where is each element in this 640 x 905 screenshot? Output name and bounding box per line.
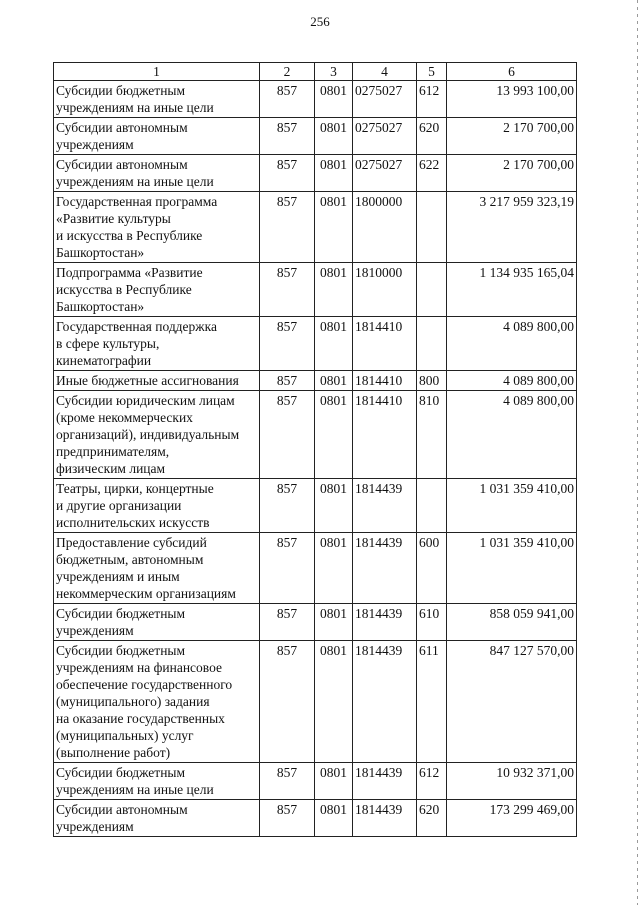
- row-code-4: 1810000: [353, 263, 417, 317]
- row-code-2: 857: [260, 641, 315, 763]
- page-edge-line: [637, 0, 638, 905]
- row-code-5: 610: [417, 604, 447, 641]
- row-amount: 173 299 469,00: [447, 800, 577, 837]
- budget-table: [53, 62, 577, 837]
- row-code-3: 0801: [315, 371, 353, 391]
- row-code-3: 0801: [315, 118, 353, 155]
- row-code-2: 857: [260, 479, 315, 533]
- row-name: Субсидии бюджетным учреждениям: [54, 604, 260, 641]
- row-name: Субсидии бюджетным учреждениям на финансовое обеспечение государственного (муниципального) задания на оказание государственных (муниципальных) услуг (выполнение работ): [54, 641, 260, 763]
- table-row: [54, 81, 577, 118]
- table-row: [54, 192, 577, 263]
- table-row: [54, 479, 577, 533]
- row-name: Государственная поддержка в сфере культуры, кинематографии: [54, 317, 260, 371]
- row-code-4: 0275027: [353, 81, 417, 118]
- row-amount: 3 217 959 323,19: [447, 192, 577, 263]
- header-col-6: 6: [447, 63, 577, 81]
- row-code-3: 0801: [315, 641, 353, 763]
- table-row: [54, 371, 577, 391]
- row-code-5: 810: [417, 391, 447, 479]
- header-col-3: 3: [315, 63, 353, 81]
- row-code-2: 857: [260, 317, 315, 371]
- row-code-4: 1814410: [353, 391, 417, 479]
- table-header-row: [54, 63, 577, 81]
- row-name: Предоставление субсидий бюджетным, автономным учреждениям и иным некоммерческим организациям: [54, 533, 260, 604]
- row-code-5: [417, 263, 447, 317]
- row-code-3: 0801: [315, 604, 353, 641]
- row-name: Субсидии автономным учреждениям: [54, 800, 260, 837]
- row-code-4: 0275027: [353, 118, 417, 155]
- row-code-2: 857: [260, 800, 315, 837]
- table-row: [54, 763, 577, 800]
- row-amount: 2 170 700,00: [447, 155, 577, 192]
- row-amount: 4 089 800,00: [447, 371, 577, 391]
- row-code-3: 0801: [315, 192, 353, 263]
- row-name: Субсидии юридическим лицам (кроме некоммерческих организаций), индивидуальным предпринимателям, физическим лицам: [54, 391, 260, 479]
- row-name: Иные бюджетные ассигнования: [54, 371, 260, 391]
- row-name: Субсидии автономным учреждениям: [54, 118, 260, 155]
- row-code-5: 622: [417, 155, 447, 192]
- page-number: 256: [310, 14, 330, 29]
- row-code-2: 857: [260, 763, 315, 800]
- row-code-2: 857: [260, 371, 315, 391]
- row-code-5: 611: [417, 641, 447, 763]
- table-row: [54, 391, 577, 479]
- row-code-2: 857: [260, 118, 315, 155]
- row-code-2: 857: [260, 533, 315, 604]
- row-code-4: 1814439: [353, 479, 417, 533]
- row-code-3: 0801: [315, 533, 353, 604]
- row-code-5: [417, 192, 447, 263]
- header-col-1: 1: [54, 63, 260, 81]
- row-amount: 4 089 800,00: [447, 391, 577, 479]
- row-amount: 1 134 935 165,04: [447, 263, 577, 317]
- row-code-5: 620: [417, 800, 447, 837]
- row-code-5: [417, 479, 447, 533]
- table-row: [54, 263, 577, 317]
- row-code-4: 1814439: [353, 533, 417, 604]
- table-row: [54, 604, 577, 641]
- row-code-3: 0801: [315, 317, 353, 371]
- table-row: [54, 118, 577, 155]
- header-col-4: 4: [353, 63, 417, 81]
- row-amount: 1 031 359 410,00: [447, 533, 577, 604]
- row-name: Субсидии бюджетным учреждениям на иные цели: [54, 81, 260, 118]
- row-amount: 847 127 570,00: [447, 641, 577, 763]
- row-code-5: 612: [417, 763, 447, 800]
- table-row: [54, 317, 577, 371]
- row-code-4: 1814439: [353, 800, 417, 837]
- row-name: Театры, цирки, концертные и другие организации исполнительских искусств: [54, 479, 260, 533]
- row-code-2: 857: [260, 391, 315, 479]
- row-code-5: 612: [417, 81, 447, 118]
- row-code-5: 620: [417, 118, 447, 155]
- table-row: [54, 533, 577, 604]
- row-amount: 2 170 700,00: [447, 118, 577, 155]
- table-row: [54, 155, 577, 192]
- row-code-2: 857: [260, 604, 315, 641]
- row-amount: 1 031 359 410,00: [447, 479, 577, 533]
- row-code-2: 857: [260, 263, 315, 317]
- row-code-4: 1814410: [353, 317, 417, 371]
- row-code-3: 0801: [315, 479, 353, 533]
- row-code-3: 0801: [315, 81, 353, 118]
- row-amount: 4 089 800,00: [447, 317, 577, 371]
- row-name: Субсидии автономным учреждениям на иные цели: [54, 155, 260, 192]
- table-row: [54, 800, 577, 837]
- row-code-4: 0275027: [353, 155, 417, 192]
- row-code-3: 0801: [315, 391, 353, 479]
- row-code-2: 857: [260, 155, 315, 192]
- row-code-4: 1814439: [353, 641, 417, 763]
- row-code-2: 857: [260, 192, 315, 263]
- row-amount: 858 059 941,00: [447, 604, 577, 641]
- row-code-4: 1814439: [353, 763, 417, 800]
- row-name: Субсидии бюджетным учреждениям на иные цели: [54, 763, 260, 800]
- row-amount: 13 993 100,00: [447, 81, 577, 118]
- row-code-2: 857: [260, 81, 315, 118]
- row-code-4: 1814410: [353, 371, 417, 391]
- row-amount: 10 932 371,00: [447, 763, 577, 800]
- row-code-3: 0801: [315, 263, 353, 317]
- row-code-3: 0801: [315, 800, 353, 837]
- row-name: Подпрограмма «Развитие искусства в Республике Башкортостан»: [54, 263, 260, 317]
- row-code-3: 0801: [315, 155, 353, 192]
- row-code-5: 600: [417, 533, 447, 604]
- row-code-3: 0801: [315, 763, 353, 800]
- row-code-4: 1800000: [353, 192, 417, 263]
- row-code-4: 1814439: [353, 604, 417, 641]
- header-col-5: 5: [417, 63, 447, 81]
- row-code-5: 800: [417, 371, 447, 391]
- table-row: [54, 641, 577, 763]
- row-code-5: [417, 317, 447, 371]
- row-name: Государственная программа «Развитие культуры и искусства в Республике Башкортостан»: [54, 192, 260, 263]
- header-col-2: 2: [260, 63, 315, 81]
